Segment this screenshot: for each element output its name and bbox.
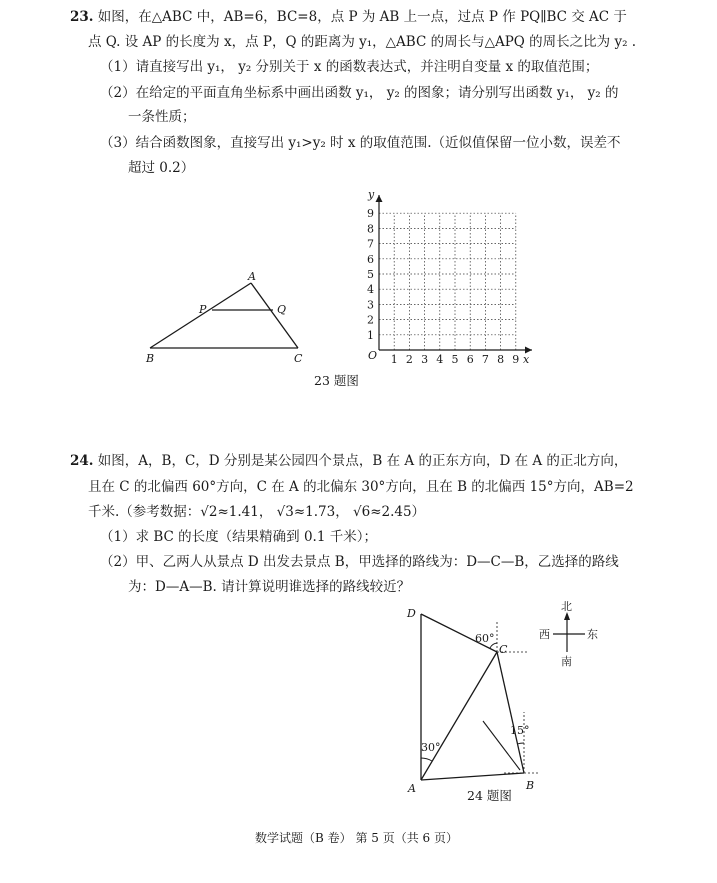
x-tick-label: 9 <box>512 353 520 366</box>
y-tick-label: 8 <box>367 222 374 236</box>
segment-a-b <box>421 773 524 780</box>
y-tick-label: 5 <box>367 268 374 281</box>
q24-stem-line2: 且在 C 的北偏西 60°方向，C 在 A 的北偏东 30°方向，且在 B 的北偏西 15°方向，AB=2 <box>88 479 634 495</box>
y-tick-label: 7 <box>367 237 374 251</box>
y-tick-label: 3 <box>367 298 374 312</box>
compass-north: 北 <box>561 600 572 613</box>
grid-lines <box>379 213 516 350</box>
q24-part1: （1）求 BC 的长度（结果精确到 0.1 千米）； <box>100 529 377 545</box>
label-a: A <box>248 270 256 283</box>
label-a24: A <box>408 782 416 795</box>
q23-part3-line2: 超过 0.2） <box>128 160 195 176</box>
label-c24: C <box>499 643 508 656</box>
compass-icon <box>539 600 598 668</box>
label-b: B <box>146 352 155 365</box>
label-p: P <box>199 303 207 316</box>
q24-stem-line3: 千米.（参考数据：√2≈1.41， √3≈1.73， √6≈2.45） <box>88 504 426 520</box>
y-axis-label: y <box>368 188 375 201</box>
q24-stem-line1 <box>70 452 627 470</box>
q23-triangle-figure <box>145 270 303 365</box>
x-tick-label: 1 <box>390 353 398 366</box>
x-tick-label: 8 <box>497 353 505 366</box>
y-tick-label: 9 <box>367 207 374 221</box>
x-axis-label: x <box>523 353 530 366</box>
q23-part2-line2: 一条性质； <box>128 109 196 125</box>
y-tick-labels <box>367 207 374 342</box>
q24-part2-line1: （2）甲、乙两人从景点 D 出发去景点 B，甲选择的路线为：D—C—B，乙选择的路线 <box>100 554 619 570</box>
angle-60-label: 60° <box>475 632 495 645</box>
segment-a-c <box>421 652 497 780</box>
q23-caption: 23 题图 <box>314 373 359 388</box>
x-tick-label: 5 <box>451 353 459 366</box>
segment-ac <box>251 283 298 348</box>
label-q: Q <box>277 303 287 316</box>
label-d: D <box>407 607 416 620</box>
angle-15-label: 15° <box>510 724 530 737</box>
angle-15-arc <box>517 743 524 744</box>
q24-number: 24. <box>70 453 94 469</box>
x-tick-label: 2 <box>405 353 413 366</box>
q24-caption: 24 题图 <box>467 788 512 803</box>
angle-30-label: 30° <box>421 741 441 754</box>
y-axis-arrow-icon <box>376 195 383 202</box>
compass-south: 南 <box>561 655 572 668</box>
segment-c-b <box>497 652 524 773</box>
q23-part2-line1: （2）在给定的平面直角坐标系中画出函数 y₁， y₂ 的图象；请分别写出函数 y₁， y₂ 的 <box>100 85 619 101</box>
y-tick-label: 4 <box>367 283 374 297</box>
x-tick-label: 6 <box>466 353 474 366</box>
x-tick-label: 4 <box>436 353 444 366</box>
page-footer: 数学试题（B 卷） 第 5 页（共 6 页） <box>255 831 458 845</box>
q23-coordinate-grid <box>367 188 532 366</box>
q23-stem-text-1: 如图，在△ABC 中，AB=6，BC=8，点 P 为 AB 上一点，过点 P 作 PQ∥BC 交 AC 于 <box>97 9 627 25</box>
q24-quadrilateral-figure <box>406 607 540 795</box>
q23-stem-line2: 点 Q. 设 AP 的长度为 x，点 P，Q 的距离为 y₁，△ABC 的周长与△APQ 的周长之比为 y₂ . <box>88 34 637 50</box>
origin-label: O <box>368 349 378 362</box>
compass-east: 东 <box>587 628 598 641</box>
compass-west: 西 <box>539 628 550 641</box>
q23-number: 23. <box>70 9 94 25</box>
x-tick-labels <box>391 353 520 366</box>
compass-north-arrow-icon <box>564 612 570 620</box>
x-tick-label: 7 <box>481 353 489 366</box>
y-tick-label: 2 <box>367 313 374 327</box>
angle-30-arc <box>421 758 432 761</box>
y-tick-label: 1 <box>367 328 374 342</box>
q23-part1: （1）请直接写出 y₁， y₂ 分别关于 x 的函数表达式，并注明自变量 x 的取值范围； <box>100 59 599 75</box>
label-c: C <box>294 352 303 365</box>
label-b24: B <box>526 779 535 792</box>
q23-part3-line1: （3）结合函数图象，直接写出 y₁>y₂ 时 x 的取值范围.（近似值保留一位小数，误差不 <box>100 135 621 151</box>
q24-part2-line2: 为：D—A—B. 请计算说明谁选择的路线较近？ <box>128 579 411 595</box>
y-tick-label: 6 <box>367 252 374 266</box>
x-tick-label: 3 <box>421 353 429 366</box>
q24-stem-text-1: 如图，A，B，C，D 分别是某公园四个景点，B 在 A 的正东方向，D 在 A 的正北方向， <box>97 453 628 469</box>
